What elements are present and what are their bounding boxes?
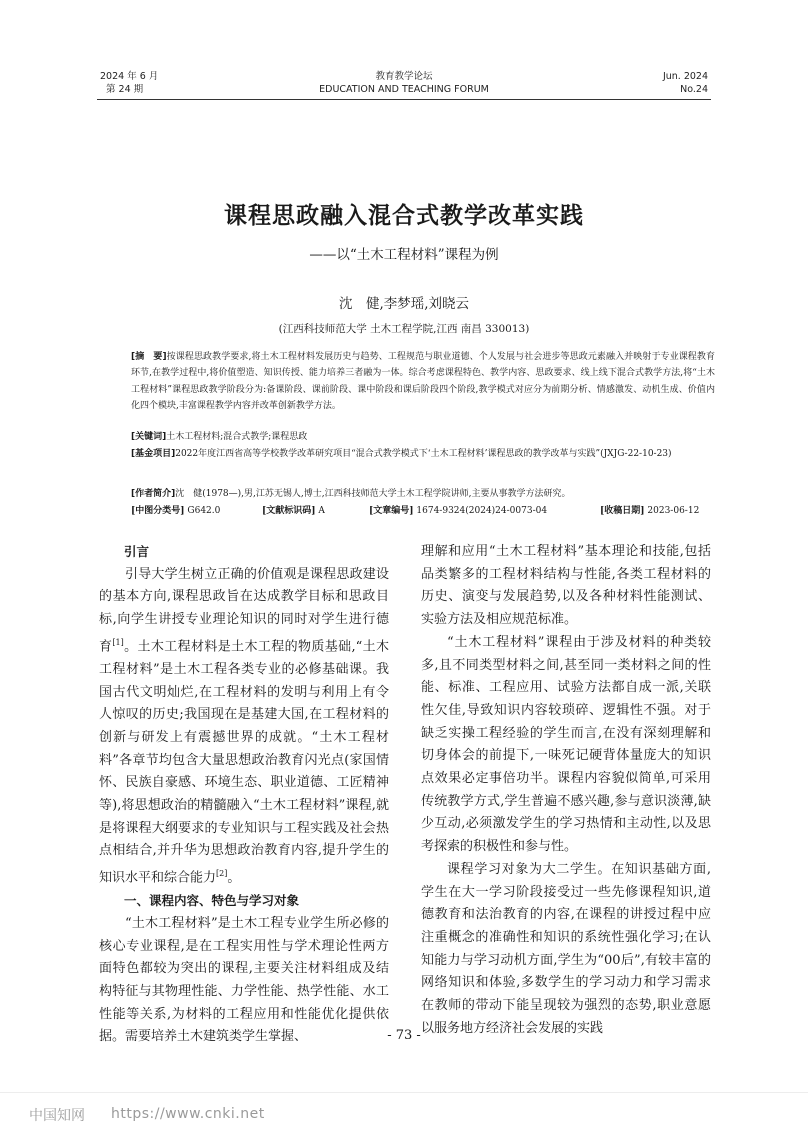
article-authors: 沈 健,李梦瑶,刘晓云 — [338, 296, 470, 312]
intro-heading: 引言 — [124, 544, 150, 559]
article-affiliation: (江西科技师范大学 土木工程学院,江西 南昌 330013) — [278, 323, 530, 335]
doc-code — [262, 503, 325, 519]
keywords-text: 土木工程材料;混合式教学;课程思政 — [166, 432, 308, 442]
section-1-heading: 一、课程内容、特色与学习对象 — [124, 893, 300, 909]
article-number — [369, 503, 547, 519]
cnki-watermark-name: 中国知网 — [29, 1108, 85, 1124]
header-date-cn: 2024 年 6 月 — [100, 71, 159, 82]
body-column-right — [421, 541, 711, 1040]
author-bio — [131, 486, 715, 502]
header-journal-en: EDUCATION AND TEACHING FORUM — [319, 84, 489, 95]
article-subtitle: ——以“土木工程材料”课程为例 — [309, 247, 499, 263]
body-paragraph-5: 课程学习对象为大二学生。在知识基础方面,学生在大一学习阶段接受过一些先修课程知识,道德教育和法治教育的内容,在课程的讲授过程中应注重概念的准确性和知识的系统性强化学习;在认知能力与学习动机方面,学生为“00后”,有较丰富的网络知识和体验,多数学生的学习动力和学习需求在教师的带动下能呈现较为强烈的态势,职业意愿以服务地方经济社会发展的实践 — [421, 861, 711, 1036]
received-label: [收稿日期] — [600, 506, 645, 516]
body-paragraph-2: “土木工程材料”是土木工程专业学生所必修的核心专业课程,是在工程实用性与学术理论性两方面特色都较为突出的课程,主要关注材料组成及结构特征与其物理性能、力学性能、热学性能、水工性能等关系,为材料的工程应用和性能优化提供依据。需要培养土木建筑类学生掌握、 — [99, 915, 389, 1045]
clc-label: [中图分类号] — [131, 506, 185, 516]
article-number-label: [文章编号] — [369, 506, 414, 516]
body-paragraph-1-text: 引导大学生树立正确的价值观是课程思政建设的基本方向,课程思政旨在达成教学目标和思政目标,向学生讲授专业理论知识的同时对学生进行德育 — [99, 566, 389, 655]
fund-project — [131, 446, 715, 462]
header-right — [663, 70, 708, 96]
header-rule — [97, 99, 711, 100]
keywords — [131, 429, 715, 445]
received-date — [600, 503, 699, 519]
header-issue-cn: 第 24 期 — [106, 84, 144, 95]
body-paragraph-1-end: 。 — [227, 870, 241, 886]
citation-1: [1] — [112, 637, 124, 647]
clc-value: G642.0 — [187, 506, 221, 516]
citation-2: [2] — [216, 869, 228, 879]
abstract — [131, 349, 715, 414]
footer-rule — [0, 1092, 808, 1093]
author-bio-label: [作者简介] — [131, 489, 176, 499]
author-bio-text: 沈 健(1978—),男,江苏无锡人,博士,江西科技师范大学土木工程学院讲师,主要从事教学方法研究。 — [175, 489, 571, 499]
header-date-en: Jun. 2024 — [662, 71, 708, 82]
body-paragraph-3: 理解和应用“土木工程材料”基本理论和技能,包括品类繁多的工程材料结构与性能,各类工程材料的历史、演变与发展趋势,以及各种材料性能测试、实验方法及相应规范标准。 — [421, 544, 711, 628]
fund-label: [基金项目] — [131, 449, 176, 459]
abstract-label: [摘 要] — [131, 352, 167, 362]
doc-value: A — [318, 506, 325, 516]
keywords-label: [关键词] — [131, 432, 167, 442]
body-paragraph-1-tail: 。土木工程材料是土木工程的物质基础,“土木工程材料”是土木工程各类专业的必修基础课。我国古代文明灿烂,在工程材料的发明与利用上有令人惊叹的历史;我国现在是基建大国,在工程材料的创新与研发上有震撼世界的成就。“土木工程材料”各章节均包含大量思想政治教育闪光点(家国情怀、民族自豪感、环境生态、职业道德、工匠精神等),将思想政治的精髓融入“土木工程材料”课程,就是将课程大纲要求的专业知识与工程实践及社会热点相结合,并升华为思想政治教育内容,提升学生的知识水平和综合能力 — [99, 639, 389, 886]
fund-text: 2022年度江西省高等学校教学改革研究项目“混合式教学模式下‘土木工程材料’课程思政的教学改革与实践”(JXJG-22-10-23) — [175, 449, 672, 459]
doc-label: [文献标识码] — [262, 506, 316, 516]
page-number: - 73 - — [387, 1028, 421, 1043]
cnki-watermark-url[interactable]: https://www.cnki.net — [111, 1106, 265, 1122]
article-number-value: 1674-9324(2024)24-0073-04 — [416, 506, 548, 516]
body-column-left — [99, 541, 389, 1049]
received-value: 2023-06-12 — [647, 506, 700, 516]
clc-number — [131, 503, 220, 519]
abstract-text: 按课程思政教学要求,将土木工程材料发展历史与趋势、工程规范与职业道德、个人发展与社会进步等思政元素融入并映射于专业课程教育环节,在教学过程中,将价值塑造、知识传授、能力培养三者融为一体。综合考虑课程特色、教学内容、思政要求、线上线下混合式教学方法,将“土木工程材料”课程思政教学阶段分为:备课阶段、课前阶段、课中阶段和课后阶段四个阶段,教学模式对应分为前期分析、情感激发、动机生成、价值内化四个模块,丰富课程教学内容并改革创新教学方法。 — [131, 352, 715, 411]
article-title: 课程思政融入混合式教学改革实践 — [224, 202, 584, 229]
header-issue-en: No.24 — [680, 84, 708, 95]
body-paragraph-1 — [99, 564, 389, 891]
header-journal-cn: 教育教学论坛 — [375, 71, 433, 82]
body-paragraph-4: “土木工程材料”课程由于涉及材料的种类较多,且不同类型材料之间,甚至同一类材料之间的性能、标准、工程应用、试验方法都自成一派,关联性欠佳,导致知识内容较琐碎、逻辑性不强。对于缺乏实操工程经验的学生而言,在没有深刻理解和切身体会的前提下,一味死记硬背体量庞大的知识点效果必定事倍功半。课程内容貌似简单,可采用传统教学方式,学生普遍不感兴趣,参与意识淡薄,缺少互动,必须激发学生的学习热情和主动性,以及思考探索的积极性和参与性。 — [421, 634, 711, 855]
